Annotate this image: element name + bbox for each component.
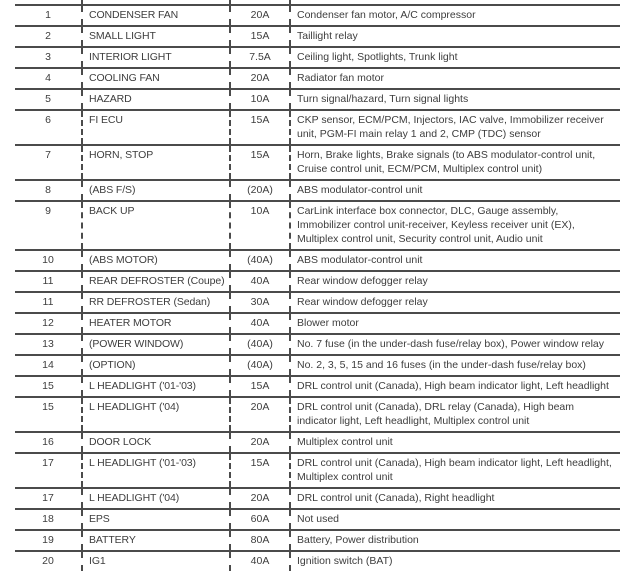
- fuse-amps-cell: 10A: [230, 201, 290, 250]
- fuse-number-cell: 10: [15, 250, 82, 271]
- table-row: [15, 376, 620, 397]
- table-row: [15, 334, 620, 355]
- circuits-protected-cell: Condenser fan motor, A/C compressor: [290, 5, 620, 26]
- fuse-number-cell: 12: [15, 313, 82, 334]
- table-row: [15, 292, 620, 313]
- table-row: [15, 453, 620, 488]
- fuse-amps-cell: 80A: [230, 530, 290, 551]
- fuse-name-cell: BACK UP: [82, 201, 230, 250]
- circuits-protected-cell: Battery, Power distribution: [290, 530, 620, 551]
- fuse-number-cell: 20: [15, 551, 82, 571]
- fuse-name-cell: BATTERY: [82, 530, 230, 551]
- fuse-amps-cell: 20A: [230, 397, 290, 432]
- fuse-amps-cell: 20A: [230, 432, 290, 453]
- circuits-protected-cell: No. 7 fuse (in the under-dash fuse/relay box), Power window relay: [290, 334, 620, 355]
- circuits-protected-cell: DRL control unit (Canada), High beam indicator light, Left headlight: [290, 376, 620, 397]
- fuse-amps-cell: 15A: [230, 110, 290, 145]
- fuse-amps-cell: 15A: [230, 453, 290, 488]
- fuse-name-cell: FI ECU: [82, 110, 230, 145]
- table-row: [15, 180, 620, 201]
- circuits-protected-cell: ABS modulator-control unit: [290, 250, 620, 271]
- circuits-protected-cell: Ignition switch (BAT): [290, 551, 620, 571]
- fuse-amps-cell: 20A: [230, 5, 290, 26]
- fuse-number-cell: 6: [15, 110, 82, 145]
- fuse-number-cell: 5: [15, 89, 82, 110]
- circuits-protected-cell: Not used: [290, 509, 620, 530]
- fuse-number-cell: 1: [15, 5, 82, 26]
- fuse-number-cell: 15: [15, 397, 82, 432]
- circuits-protected-cell: CKP sensor, ECM/PCM, Injectors, IAC valve, Immobilizer receiver unit, PGM-FI main relay 1 and 2, CMP (TDC) sensor: [290, 110, 620, 145]
- fuse-name-cell: (ABS F/S): [82, 180, 230, 201]
- table-row: [15, 145, 620, 180]
- fuse-name-cell: COOLING FAN: [82, 68, 230, 89]
- fuse-number-cell: 17: [15, 453, 82, 488]
- fuse-name-cell: HEATER MOTOR: [82, 313, 230, 334]
- circuits-protected-cell: DRL control unit (Canada), DRL relay (Canada), High beam indicator light, Left headlight, Multiplex control unit: [290, 397, 620, 432]
- table-row: [15, 26, 620, 47]
- circuits-protected-cell: Horn, Brake lights, Brake signals (to ABS modulator-control unit, Cruise control unit, ECM/PCM, Multiplex control unit): [290, 145, 620, 180]
- fuse-amps-cell: (40A): [230, 250, 290, 271]
- fuse-name-cell: IG1: [82, 551, 230, 571]
- fuse-number-cell: 11: [15, 292, 82, 313]
- fuse-number-cell: 9: [15, 201, 82, 250]
- table-row: [15, 397, 620, 432]
- fuse-number-cell: 14: [15, 355, 82, 376]
- fuse-amps-cell: 30A: [230, 292, 290, 313]
- table-row: [15, 5, 620, 26]
- fuse-number-cell: 11: [15, 271, 82, 292]
- fuse-amps-cell: 60A: [230, 509, 290, 530]
- fuse-amps-cell: 20A: [230, 68, 290, 89]
- fuse-name-cell: INTERIOR LIGHT: [82, 47, 230, 68]
- fuse-number-cell: 18: [15, 509, 82, 530]
- fuse-name-cell: RR DEFROSTER (Sedan): [82, 292, 230, 313]
- table-row: [15, 89, 620, 110]
- circuits-protected-cell: Radiator fan motor: [290, 68, 620, 89]
- circuits-protected-cell: Blower motor: [290, 313, 620, 334]
- table-row: [15, 530, 620, 551]
- table-row: [15, 488, 620, 509]
- fuse-amps-cell: 15A: [230, 145, 290, 180]
- fuse-amps-cell: 40A: [230, 271, 290, 292]
- fuse-amps-cell: 10A: [230, 89, 290, 110]
- fuse-name-cell: L HEADLIGHT ('04): [82, 488, 230, 509]
- circuits-protected-cell: Multiplex control unit: [290, 432, 620, 453]
- circuits-protected-cell: Rear window defogger relay: [290, 271, 620, 292]
- fuse-name-cell: SMALL LIGHT: [82, 26, 230, 47]
- fuse-name-cell: REAR DEFROSTER (Coupe): [82, 271, 230, 292]
- circuits-protected-cell: Turn signal/hazard, Turn signal lights: [290, 89, 620, 110]
- table-row: [15, 432, 620, 453]
- fuse-name-cell: L HEADLIGHT ('01-'03): [82, 453, 230, 488]
- fuse-amps-cell: 7.5A: [230, 47, 290, 68]
- fuse-number-cell: 8: [15, 180, 82, 201]
- table-row: [15, 110, 620, 145]
- fuse-number-cell: 4: [15, 68, 82, 89]
- fuse-amps-cell: 15A: [230, 376, 290, 397]
- circuits-protected-cell: CarLink interface box connector, DLC, Gauge assembly, Immobilizer control unit-receiver, Keyless receiver unit (EX), Multiplex control unit, Security control unit, Audio unit: [290, 201, 620, 250]
- fuse-number-cell: 7: [15, 145, 82, 180]
- table-row: [15, 68, 620, 89]
- fuse-amps-cell: (20A): [230, 180, 290, 201]
- circuits-protected-cell: ABS modulator-control unit: [290, 180, 620, 201]
- fuse-number-cell: 2: [15, 26, 82, 47]
- fuse-number-cell: 13: [15, 334, 82, 355]
- table-row: [15, 201, 620, 250]
- fuse-name-cell: L HEADLIGHT ('04): [82, 397, 230, 432]
- fuse-name-cell: (OPTION): [82, 355, 230, 376]
- fuse-amps-cell: (40A): [230, 334, 290, 355]
- table-row: [15, 551, 620, 571]
- table-row: [15, 509, 620, 530]
- fuse-number-cell: 15: [15, 376, 82, 397]
- fuse-number-cell: 19: [15, 530, 82, 551]
- fuse-amps-cell: 40A: [230, 551, 290, 571]
- table-row: [15, 355, 620, 376]
- circuits-protected-cell: DRL control unit (Canada), Right headlight: [290, 488, 620, 509]
- fuse-amps-cell: 40A: [230, 313, 290, 334]
- fuse-name-cell: (ABS MOTOR): [82, 250, 230, 271]
- table-row: [15, 250, 620, 271]
- fuse-number-cell: 17: [15, 488, 82, 509]
- fuse-number-cell: 16: [15, 432, 82, 453]
- fuse-name-cell: DOOR LOCK: [82, 432, 230, 453]
- fuse-table-body: [15, 5, 620, 571]
- fuse-name-cell: L HEADLIGHT ('01-'03): [82, 376, 230, 397]
- fuse-amps-cell: 20A: [230, 488, 290, 509]
- table-row: [15, 313, 620, 334]
- table-row: [15, 271, 620, 292]
- fuse-amps-cell: 15A: [230, 26, 290, 47]
- table-row: [15, 47, 620, 68]
- circuits-protected-cell: Ceiling light, Spotlights, Trunk light: [290, 47, 620, 68]
- fuse-amps-cell: (40A): [230, 355, 290, 376]
- fuse-table: [15, 0, 620, 571]
- fuse-name-cell: EPS: [82, 509, 230, 530]
- fuse-name-cell: HORN, STOP: [82, 145, 230, 180]
- circuits-protected-cell: Taillight relay: [290, 26, 620, 47]
- fuse-number-cell: 3: [15, 47, 82, 68]
- fuse-name-cell: HAZARD: [82, 89, 230, 110]
- circuits-protected-cell: No. 2, 3, 5, 15 and 16 fuses (in the under-dash fuse/relay box): [290, 355, 620, 376]
- fuse-name-cell: (POWER WINDOW): [82, 334, 230, 355]
- circuits-protected-cell: Rear window defogger relay: [290, 292, 620, 313]
- fuse-name-cell: CONDENSER FAN: [82, 5, 230, 26]
- circuits-protected-cell: DRL control unit (Canada), High beam indicator light, Left headlight, Multiplex control unit: [290, 453, 620, 488]
